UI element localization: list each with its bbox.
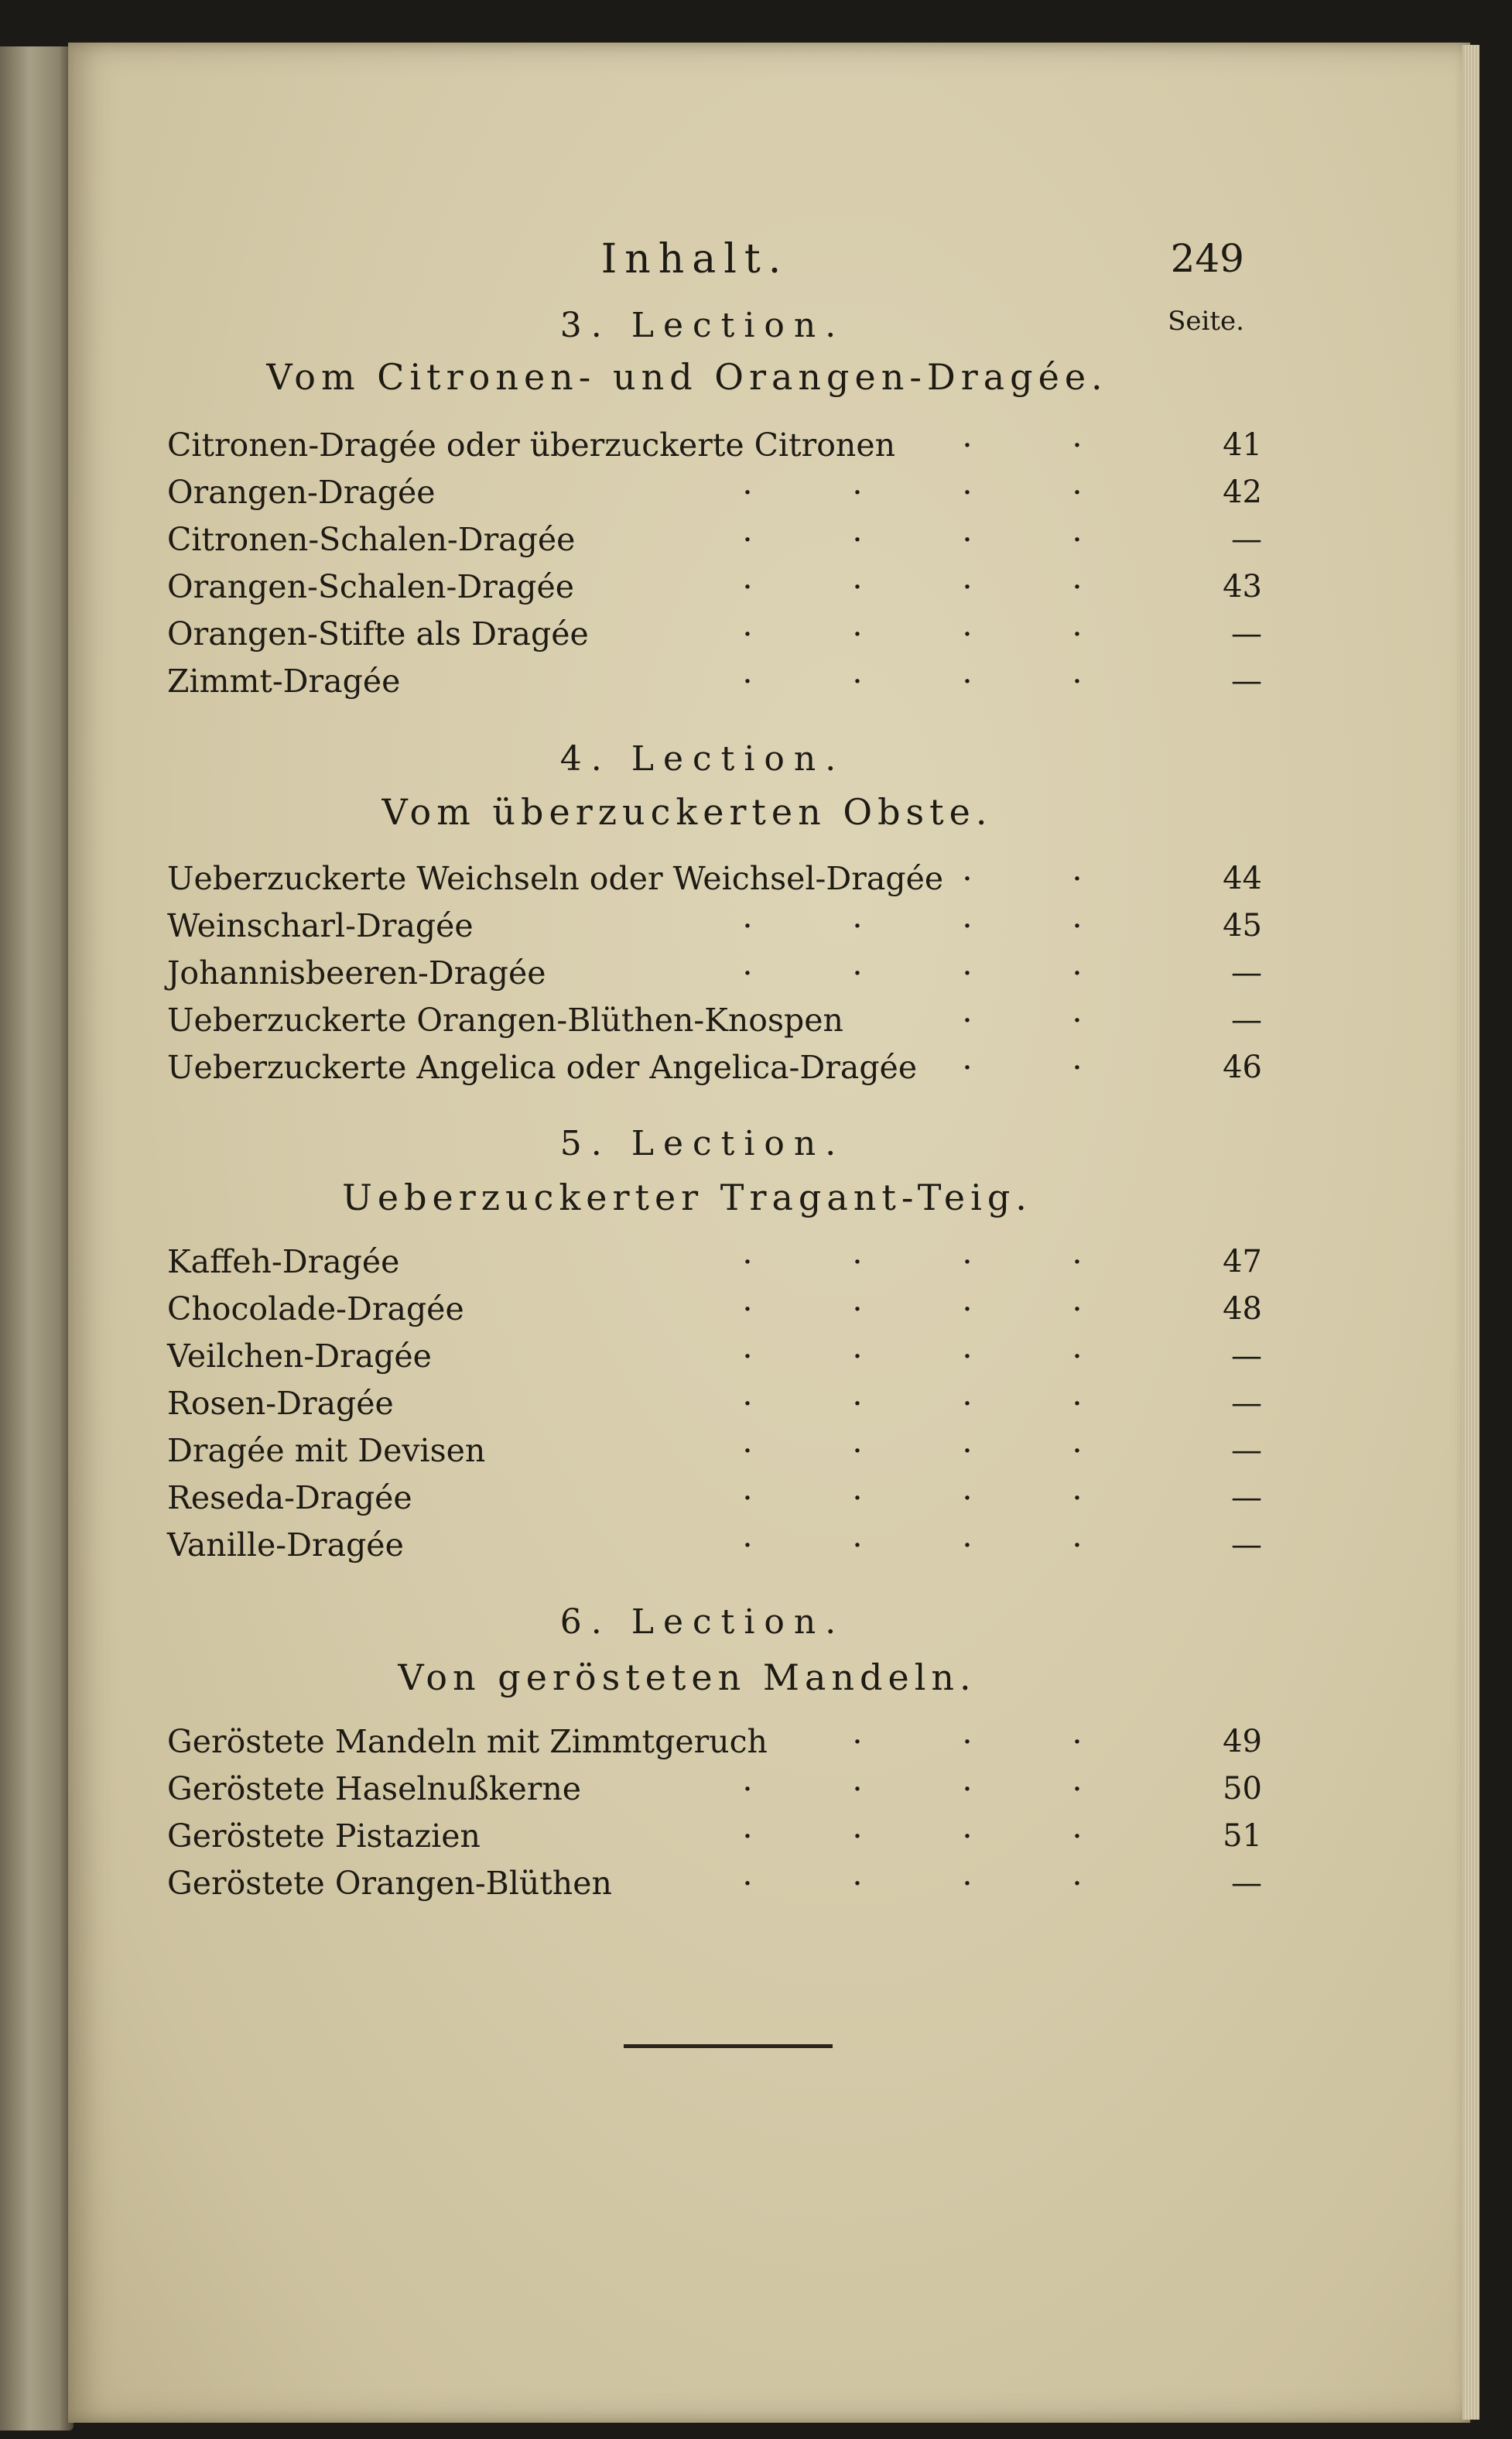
toc-entry (167, 950, 1262, 996)
leader-dot: · (852, 521, 863, 558)
leader-dot: · (962, 1338, 973, 1375)
section-number: 4. Lection. (559, 739, 846, 779)
page-column-label: Seite. (1168, 306, 1244, 337)
leader-dots (647, 1475, 1111, 1521)
leader-dot: · (1072, 426, 1083, 464)
toc-entry (167, 1238, 1262, 1285)
toc-entry (167, 1333, 1262, 1379)
leader-dots (647, 1813, 1111, 1859)
entry-page-number: 45 (1223, 908, 1262, 944)
leader-dot: · (742, 1432, 753, 1469)
leader-dot: · (962, 954, 973, 992)
entry-page-number: — (1231, 1480, 1262, 1516)
book-page (68, 43, 1470, 2423)
toc-entry (167, 658, 1262, 704)
leader-dot: · (962, 1817, 973, 1855)
entry-title: Citronen-Dragée oder überzuckerte Citronen (167, 426, 895, 464)
leader-dot: · (742, 474, 753, 511)
leader-dot: · (962, 1002, 973, 1039)
leader-dot: · (852, 954, 863, 992)
leader-dot: · (742, 615, 753, 653)
toc-entry (167, 1380, 1262, 1427)
entry-page-number: 47 (1223, 1244, 1262, 1279)
leader-dot: · (962, 663, 973, 700)
entry-title: Geröstete Pistazien (167, 1817, 481, 1855)
toc-entry (167, 1860, 1262, 1906)
leader-dot: · (852, 1770, 863, 1807)
leader-dots (647, 950, 1111, 996)
toc-entry (167, 611, 1262, 657)
leader-dot: · (962, 1385, 973, 1422)
section-number: 6. Lection. (559, 1602, 846, 1642)
entry-title: Vanille-Dragée (167, 1526, 404, 1564)
leader-dot: · (1072, 1526, 1083, 1564)
leader-dot: · (1072, 1338, 1083, 1375)
toc-entry (167, 855, 1262, 902)
toc-entry (167, 1286, 1262, 1332)
leader-dots (647, 1380, 1111, 1427)
leader-dots (647, 1238, 1111, 1285)
leader-dot: · (1072, 1770, 1083, 1807)
entry-page-number: 51 (1223, 1818, 1262, 1854)
entry-page-number: — (1231, 1527, 1262, 1563)
section-title: Vom überzuckerten Obste. (381, 791, 993, 833)
leader-dot: · (852, 907, 863, 944)
page-block-edge (1462, 45, 1480, 2420)
leader-dot: · (1072, 1479, 1083, 1516)
leader-dot: · (1072, 860, 1083, 897)
entry-page-number: — (1231, 1386, 1262, 1421)
toc-entry (167, 1522, 1262, 1568)
leader-dot: · (962, 1432, 973, 1469)
leader-dots (647, 903, 1111, 949)
leader-dots (647, 1286, 1111, 1332)
leader-dot: · (962, 1865, 973, 1902)
leader-dot: · (742, 663, 753, 700)
leader-dots (647, 611, 1111, 657)
entry-title: Orangen-Dragée (167, 474, 436, 511)
toc-entry (167, 422, 1262, 468)
leader-dot: · (742, 1770, 753, 1807)
leader-dot: · (852, 1865, 863, 1902)
entry-page-number: 42 (1223, 474, 1262, 510)
leader-dot: · (852, 1338, 863, 1375)
entry-page-number: 46 (1223, 1050, 1262, 1085)
toc-entry (167, 1044, 1262, 1091)
leader-dots (647, 1718, 1111, 1765)
leader-dot: · (1072, 1049, 1083, 1086)
leader-dot: · (1072, 1432, 1083, 1469)
toc-entry (167, 1766, 1262, 1812)
leader-dots (647, 516, 1111, 563)
section-number: 3. Lection. (559, 306, 846, 345)
leader-dot: · (1072, 474, 1083, 511)
entry-title: Ueberzuckerte Weichseln oder Weichsel-Dragée (167, 860, 944, 897)
leader-dot: · (852, 663, 863, 700)
leader-dot: · (852, 1526, 863, 1564)
section-title: Vom Citronen- und Orangen-Dragée. (266, 356, 1108, 398)
leader-dot: · (742, 1865, 753, 1902)
leader-dots (647, 1427, 1111, 1474)
entry-title: Geröstete Orangen-Blüthen (167, 1865, 612, 1902)
entry-page-number: 43 (1223, 569, 1262, 605)
leader-dots (647, 1044, 1111, 1091)
entry-page-number: 41 (1223, 427, 1262, 463)
leader-dot: · (742, 1290, 753, 1327)
entry-page-number: — (1231, 663, 1262, 699)
leader-dot: · (1072, 1002, 1083, 1039)
entry-title: Dragée mit Devisen (167, 1432, 486, 1469)
toc-entry (167, 1813, 1262, 1859)
leader-dot: · (852, 615, 863, 653)
leader-dots (647, 1766, 1111, 1812)
leader-dot: · (962, 1479, 973, 1516)
leader-dot: · (1072, 568, 1083, 605)
section-number: 5. Lection. (559, 1124, 846, 1163)
running-title: Inhalt. (600, 236, 789, 283)
leader-dot: · (852, 1290, 863, 1327)
leader-dot: · (962, 426, 973, 464)
leader-dot: · (742, 907, 753, 944)
section-title: Ueberzuckerter Tragant-Teig. (342, 1177, 1032, 1218)
leader-dot: · (1072, 907, 1083, 944)
entry-title: Geröstete Haselnußkerne (167, 1770, 582, 1807)
entry-page-number: 44 (1223, 861, 1262, 896)
leader-dot: · (962, 1243, 973, 1280)
leader-dot: · (1072, 1817, 1083, 1855)
page-header (68, 236, 1470, 298)
leader-dot: · (1072, 1723, 1083, 1760)
leader-dot: · (962, 1049, 973, 1086)
leader-dot: · (852, 568, 863, 605)
entry-page-number: — (1231, 616, 1262, 652)
toc-entry (167, 469, 1262, 516)
entry-page-number: 48 (1223, 1291, 1262, 1327)
toc-entry (167, 1475, 1262, 1521)
entry-page-number: 49 (1223, 1724, 1262, 1759)
leader-dot: · (962, 521, 973, 558)
leader-dot: · (852, 1817, 863, 1855)
entry-title: Ueberzuckerte Orangen-Blüthen-Knospen (167, 1002, 843, 1039)
entry-page-number: — (1231, 1002, 1262, 1038)
leader-dot: · (852, 1479, 863, 1516)
section-title: Von gerösteten Mandeln. (398, 1656, 977, 1698)
toc-entry (167, 1718, 1262, 1765)
leader-dot: · (852, 1243, 863, 1280)
entry-title: Orangen-Stifte als Dragée (167, 615, 589, 653)
leader-dots (647, 997, 1111, 1043)
entry-title: Orangen-Schalen-Dragée (167, 568, 575, 605)
entry-page-number: 50 (1223, 1771, 1262, 1807)
entry-page-number: — (1231, 1865, 1262, 1901)
leader-dot: · (962, 907, 973, 944)
leader-dot: · (742, 1526, 753, 1564)
leader-dots (647, 469, 1111, 516)
entry-title: Rosen-Dragée (167, 1385, 394, 1422)
leader-dot: · (1072, 954, 1083, 992)
toc-entry (167, 516, 1262, 563)
page-number: 249 (1170, 236, 1244, 281)
leader-dot: · (742, 1385, 753, 1422)
toc-entry (167, 903, 1262, 949)
entry-title: Veilchen-Dragée (167, 1338, 432, 1375)
leader-dot: · (742, 521, 753, 558)
entry-title: Chocolade-Dragée (167, 1290, 464, 1327)
entry-page-number: — (1231, 1433, 1262, 1468)
leader-dot: · (962, 568, 973, 605)
leader-dot: · (1072, 1243, 1083, 1280)
leader-dot: · (852, 1432, 863, 1469)
toc-entry (167, 997, 1262, 1043)
leader-dots (647, 658, 1111, 704)
leader-dot: · (1072, 521, 1083, 558)
leader-dot: · (1072, 615, 1083, 653)
entry-title: Weinscharl-Dragée (167, 907, 474, 944)
leader-dots (647, 855, 1111, 902)
leader-dot: · (962, 1290, 973, 1327)
leader-dot: · (1072, 663, 1083, 700)
leader-dot: · (962, 860, 973, 897)
leader-dots (647, 1522, 1111, 1568)
toc-entry (167, 1427, 1262, 1474)
leader-dots (647, 1860, 1111, 1906)
leader-dot: · (962, 474, 973, 511)
leader-dot: · (742, 954, 753, 992)
closing-rule (624, 2044, 833, 2048)
leader-dot: · (742, 1243, 753, 1280)
leader-dots (647, 564, 1111, 610)
leader-dot: · (742, 1817, 753, 1855)
facing-page-edge (0, 46, 74, 2430)
leader-dot: · (852, 1723, 863, 1760)
leader-dots (647, 1333, 1111, 1379)
leader-dot: · (962, 1770, 973, 1807)
entry-title: Johannisbeeren-Dragée (167, 954, 546, 992)
leader-dot: · (1072, 1865, 1083, 1902)
entry-page-number: — (1231, 1338, 1262, 1374)
entry-title: Geröstete Mandeln mit Zimmtgeruch (167, 1723, 768, 1760)
entry-title: Ueberzuckerte Angelica oder Angelica-Dragée (167, 1049, 918, 1086)
entry-title: Reseda-Dragée (167, 1479, 412, 1516)
leader-dot: · (1072, 1290, 1083, 1327)
entry-title: Kaffeh-Dragée (167, 1243, 400, 1280)
leader-dots (647, 422, 1111, 468)
entry-title: Citronen-Schalen-Dragée (167, 521, 576, 558)
toc-entry (167, 564, 1262, 610)
leader-dot: · (742, 1338, 753, 1375)
leader-dot: · (962, 1526, 973, 1564)
leader-dot: · (852, 474, 863, 511)
leader-dot: · (742, 1479, 753, 1516)
leader-dot: · (1072, 1385, 1083, 1422)
leader-dot: · (962, 615, 973, 653)
entry-title: Zimmt-Dragée (167, 663, 401, 700)
entry-page-number: — (1231, 955, 1262, 991)
leader-dot: · (962, 1723, 973, 1760)
entry-page-number: — (1231, 522, 1262, 557)
leader-dot: · (852, 1385, 863, 1422)
leader-dot: · (742, 568, 753, 605)
